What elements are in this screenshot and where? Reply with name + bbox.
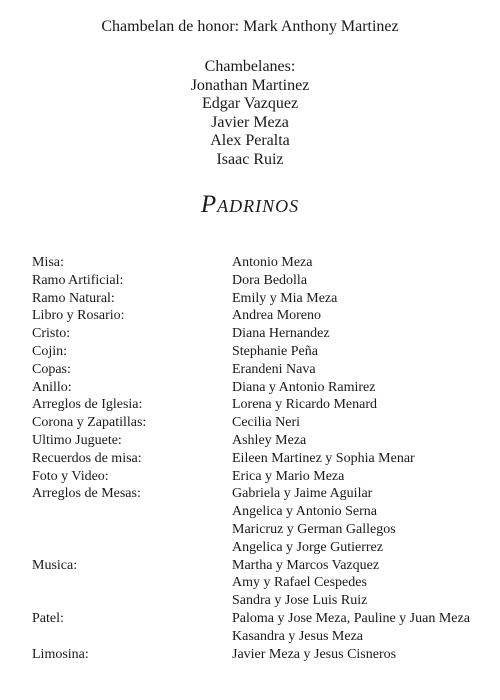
chambelan-name: Isaac Ruiz [216,150,284,168]
padrino-row [32,485,482,503]
padrino-row [32,503,482,521]
padrino-role: Ramo Natural: [32,290,115,306]
padrino-row [32,379,482,397]
padrino-role: Anillo: [32,379,72,395]
padrinos-title: Padrinos [200,191,300,218]
chambelan-name: Jonathan Martinez [190,76,310,94]
padrino-role: Arreglos de Iglesia: [32,397,143,413]
padrino-name: Maricruz y German Gallegos [232,521,396,537]
padrino-row [32,557,482,575]
padrino-row [32,646,482,664]
padrino-role: Ultimo Juguete: [32,432,122,448]
chambelan-name: Javier Meza [211,113,289,131]
padrino-row [32,574,482,592]
padrino-name: Paloma y Jose Meza, Pauline y Juan Meza [232,610,470,626]
padrino-row [32,272,482,290]
padrino-name: Dora Bedolla [232,272,308,288]
padrino-row [32,343,482,361]
padrino-row [32,290,482,308]
padrino-role: Corona y Zapatillas: [32,415,147,431]
padrino-name: Diana y Antonio Ramirez [232,379,376,395]
chambelan-name: Alex Peralta [210,132,290,149]
padrino-row [32,396,482,414]
padrino-name: Amy y Rafael Cespedes [232,575,367,591]
padrino-row [32,468,482,486]
padrino-name: Emily y Mia Meza [232,290,338,306]
padrino-role: Foto y Video: [32,468,109,484]
padrinos-list [32,254,482,663]
padrino-name: Stephanie Peña [232,343,318,359]
padrino-name: Andrea Moreno [232,308,322,324]
padrino-row [32,254,482,272]
padrino-row [32,361,482,379]
padrino-role: Patel: [32,610,64,626]
padrino-row [32,521,482,539]
padrino-role: Libro y Rosario: [32,308,125,324]
padrino-name: Kasandra y Jesus Meza [232,628,364,644]
chambelan-name: Edgar Vazquez [201,95,299,112]
padrino-role: Arreglos de Mesas: [32,486,141,502]
chambelanes-heading: Chambelanes: [204,58,296,75]
padrino-row [32,307,482,325]
padrino-name: Angelica y Antonio Serna [232,504,378,520]
padrino-row [32,325,482,343]
padrino-role: Limosina: [32,646,89,662]
padrino-row [32,414,482,432]
padrino-name: Sandra y Jose Luis Ruiz [232,593,368,609]
padrino-row [32,450,482,468]
padrino-name: Erica y Mario Meza [232,468,345,484]
padrino-role: Ramo Artificial: [32,272,124,288]
padrino-role: Cristo: [32,326,71,342]
padrino-name: Diana Hernandez [232,326,330,342]
padrino-role: Cojin: [32,343,68,359]
padrino-name: Eileen Martinez y Sophia Menar [232,450,415,466]
padrino-row [32,610,482,628]
padrino-name: Gabriela y Jaime Aguilar [232,486,373,502]
padrino-name: Antonio Meza [232,255,313,270]
padrino-role: Copas: [32,361,71,377]
padrino-name: Lorena y Ricardo Menard [232,397,377,413]
padrino-name: Javier Meza y Jesus Cisneros [232,646,397,662]
padrino-role: Musica: [32,557,78,573]
chambelan-de-honor-line: Chambelan de honor: Mark Anthony Martinez [101,18,399,35]
padrino-role: Misa: [32,255,64,270]
padrino-row [32,592,482,610]
padrino-row [32,628,482,646]
padrino-name: Cecilia Neri [232,415,301,431]
padrino-name: Angelica y Jorge Gutierrez [232,539,383,555]
padrino-name: Ashley Meza [232,432,307,448]
chambelanes-section [0,58,500,169]
padrino-row [32,539,482,557]
padrino-row [32,432,482,450]
padrino-name: Martha y Marcos Vazquez [232,557,380,573]
padrino-role: Recuerdos de misa: [32,450,142,466]
padrino-name: Erandeni Nava [232,361,316,377]
